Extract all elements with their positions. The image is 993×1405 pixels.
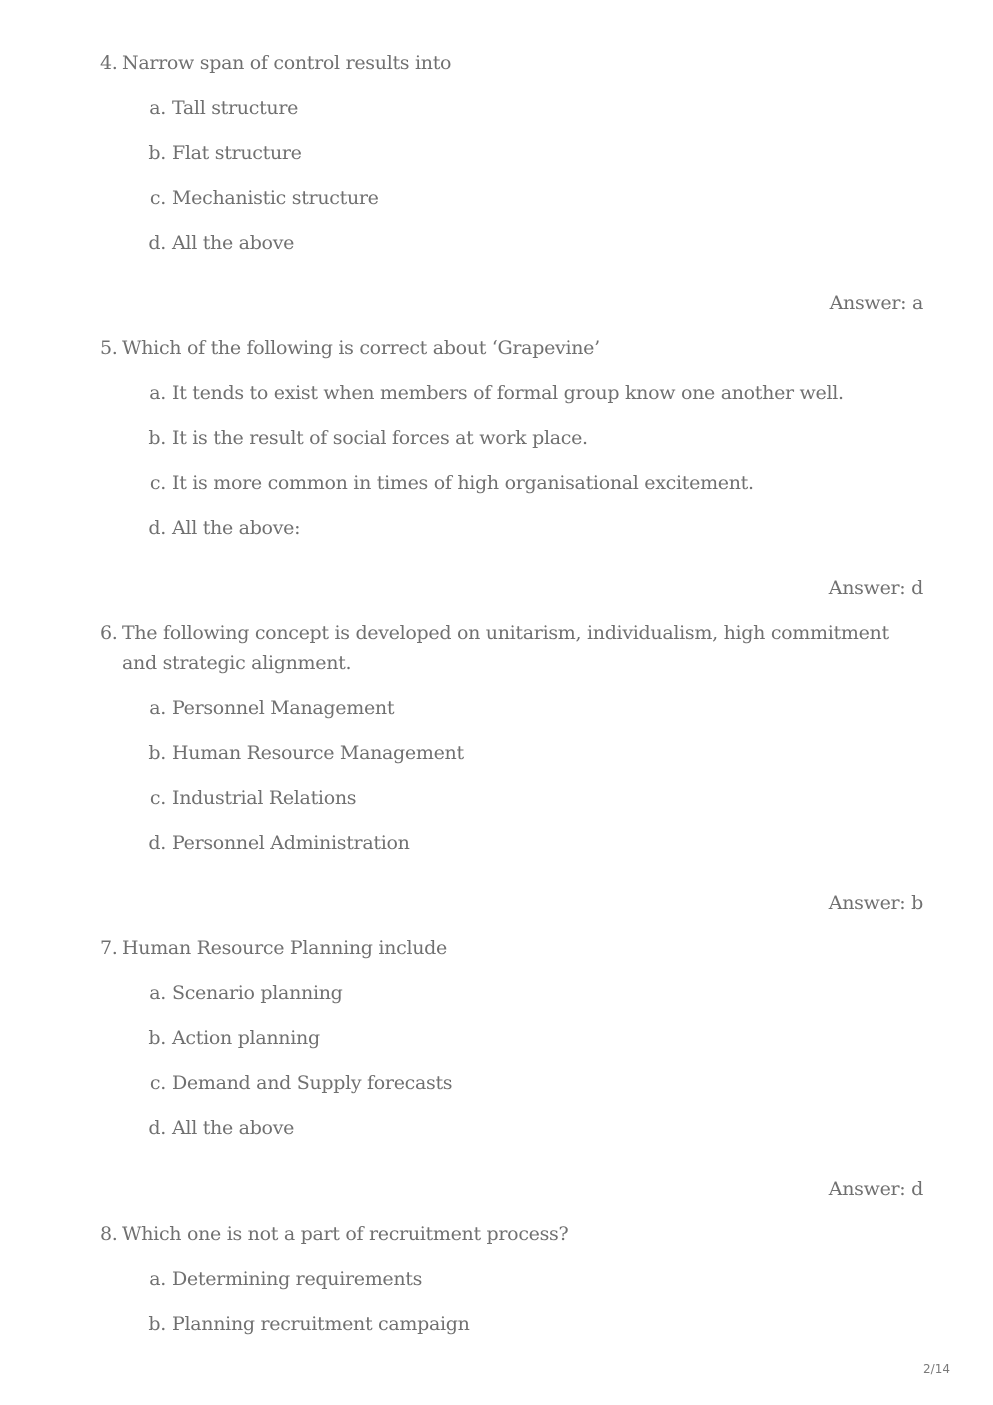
option-letter: a. bbox=[149, 982, 166, 1004]
option-text: Personnel Administration bbox=[172, 832, 410, 854]
option-letter: b. bbox=[148, 427, 166, 449]
option-letter: b. bbox=[148, 142, 166, 164]
option-letter: c. bbox=[149, 472, 166, 494]
option-text: All the above: bbox=[172, 517, 301, 539]
option-list bbox=[100, 1264, 900, 1339]
answer-4: Answer: a bbox=[829, 292, 923, 314]
option-text: Determining requirements bbox=[172, 1268, 423, 1290]
option-text: Demand and Supply forecasts bbox=[172, 1072, 453, 1094]
option-item bbox=[100, 1023, 900, 1053]
option-item bbox=[100, 228, 900, 258]
option-item bbox=[100, 378, 900, 408]
option-text: It tends to exist when members of formal group know one another well. bbox=[172, 382, 844, 404]
option-item bbox=[100, 783, 900, 813]
option-item bbox=[100, 1068, 900, 1098]
answer-7: Answer: d bbox=[828, 1178, 923, 1200]
option-text: It is the result of social forces at work place. bbox=[172, 427, 588, 449]
option-item bbox=[100, 828, 900, 858]
option-letter: a. bbox=[149, 1268, 166, 1290]
option-letter: a. bbox=[149, 97, 166, 119]
option-letter: c. bbox=[149, 1072, 166, 1094]
answer-6: Answer: b bbox=[828, 892, 923, 914]
option-text: All the above bbox=[172, 1117, 295, 1139]
option-letter: b. bbox=[148, 1027, 166, 1049]
option-list bbox=[100, 978, 900, 1143]
option-text: It is more common in times of high organisational excitement. bbox=[172, 472, 754, 494]
question-8 bbox=[100, 1219, 900, 1339]
option-letter: c. bbox=[149, 787, 166, 809]
option-item bbox=[100, 1309, 900, 1339]
option-letter: d. bbox=[148, 232, 166, 254]
option-text: Scenario planning bbox=[172, 982, 343, 1004]
option-text: Tall structure bbox=[172, 97, 299, 119]
question-number: 5. bbox=[100, 337, 118, 359]
option-text: Mechanistic structure bbox=[172, 187, 379, 209]
question-7 bbox=[100, 933, 900, 1143]
question-text: The following concept is developed on unitarism, individualism, high commitment and strategic alignment. bbox=[122, 622, 889, 674]
option-item bbox=[100, 1264, 900, 1294]
question-number: 8. bbox=[100, 1223, 118, 1245]
question-4 bbox=[100, 48, 900, 258]
option-text: Personnel Management bbox=[172, 697, 395, 719]
option-letter: a. bbox=[149, 382, 166, 404]
option-item bbox=[100, 468, 900, 498]
question-6 bbox=[100, 618, 900, 858]
page-number: 2/14 bbox=[923, 1362, 950, 1376]
option-text: Action planning bbox=[172, 1027, 320, 1049]
option-item bbox=[100, 93, 900, 123]
option-letter: d. bbox=[148, 517, 166, 539]
option-list bbox=[100, 693, 900, 858]
question-text: Which one is not a part of recruitment process? bbox=[122, 1223, 569, 1245]
question-5 bbox=[100, 333, 900, 543]
question-text: Narrow span of control results into bbox=[122, 52, 452, 74]
question-text: Human Resource Planning include bbox=[122, 937, 447, 959]
option-text: Human Resource Management bbox=[172, 742, 464, 764]
option-item bbox=[100, 513, 900, 543]
question-number: 7. bbox=[100, 937, 118, 959]
option-list bbox=[100, 378, 900, 543]
option-item bbox=[100, 1113, 900, 1143]
option-text: Flat structure bbox=[172, 142, 302, 164]
question-number: 6. bbox=[100, 622, 118, 644]
question-number: 4. bbox=[100, 52, 118, 74]
option-letter: a. bbox=[149, 697, 166, 719]
option-item bbox=[100, 978, 900, 1008]
option-item bbox=[100, 138, 900, 168]
option-text: All the above bbox=[172, 232, 295, 254]
option-letter: b. bbox=[148, 742, 166, 764]
option-text: Industrial Relations bbox=[172, 787, 357, 809]
option-letter: b. bbox=[148, 1313, 166, 1335]
option-text: Planning recruitment campaign bbox=[172, 1313, 470, 1335]
option-item bbox=[100, 423, 900, 453]
option-item bbox=[100, 183, 900, 213]
option-item bbox=[100, 693, 900, 723]
option-item bbox=[100, 738, 900, 768]
option-letter: d. bbox=[148, 1117, 166, 1139]
option-letter: d. bbox=[148, 832, 166, 854]
option-letter: c. bbox=[149, 187, 166, 209]
question-text: Which of the following is correct about ‘Grapevine’ bbox=[122, 337, 600, 359]
answer-5: Answer: d bbox=[828, 577, 923, 599]
option-list bbox=[100, 93, 900, 258]
